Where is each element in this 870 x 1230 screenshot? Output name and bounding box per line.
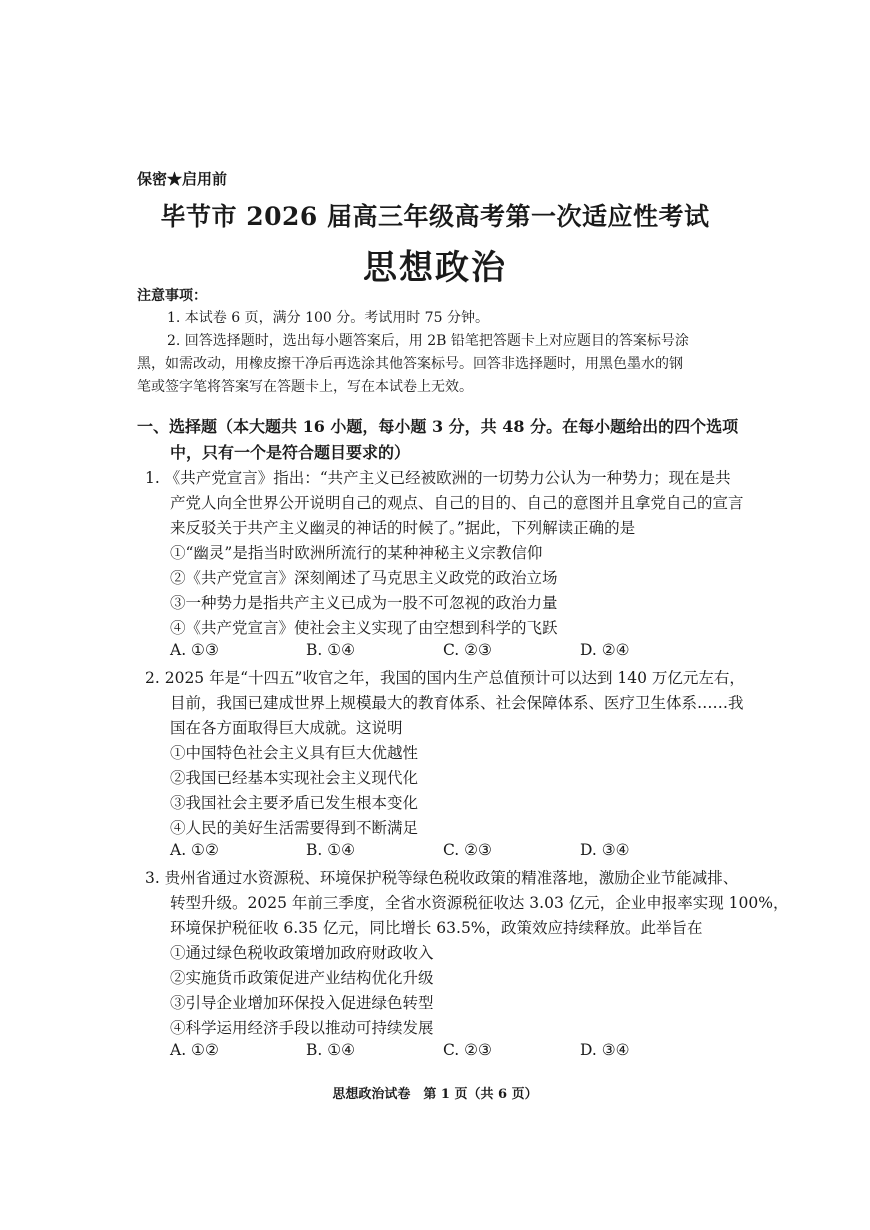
question-2-choice-c: C. ②③ (443, 841, 492, 859)
notice-line: 2. 回答选择题时，选出每小题答案后，用 2B 铅笔把答题卡上对应题目的答案标号涂 (167, 333, 689, 349)
question-1-choice-d: D. ②④ (580, 641, 630, 659)
question-3-option: ①通过绿色税收政策增加政府财政收入 (170, 944, 434, 962)
question-1-choice-c: C. ②③ (443, 641, 492, 659)
question-2-option: ④人民的美好生活需要得到不断满足 (170, 819, 419, 837)
notice-line: 笔或签字笔将答案写在答题卡上，写在本试卷上无效。 (137, 379, 473, 395)
confidential-label: 保密★启用前 (137, 170, 228, 188)
question-2-option: ③我国社会主要矛盾已发生根本变化 (170, 794, 419, 812)
notice-line: 1. 本试卷 6 页，满分 100 分。考试用时 75 分钟。 (167, 310, 489, 326)
question-3-choice-d: D. ③④ (580, 1041, 630, 1059)
section-heading-cont: 中，只有一个是符合题目要求的） (170, 443, 411, 462)
question-2-stem: 国在各方面取得巨大成就。这说明 (170, 719, 403, 737)
question-2-stem: 2. 2025 年是“十四五”收官之年，我国的国内生产总值预计可以达到 140 万亿元左右， (145, 669, 745, 687)
question-3-option: ③引导企业增加环保投入促进绿色转型 (170, 994, 434, 1012)
question-2-option: ②我国已经基本实现社会主义现代化 (170, 769, 419, 787)
question-3-stem: 转型升级。2025 年前三季度，全省水资源税征收达 3.03 亿元，企业申报率实现 100%， (170, 894, 789, 912)
question-3-choice-c: C. ②③ (443, 1041, 492, 1059)
question-3-choice-b: B. ①④ (306, 1041, 356, 1059)
question-2-choice-a: A. ①② (170, 841, 219, 859)
subject-title: 思想政治 (363, 248, 507, 288)
question-3-stem: 3. 贵州省通过水资源税、环境保护税等绿色税收政策的精准落地，激励企业节能减排、 (145, 869, 739, 887)
question-2-stem: 目前，我国已建成世界上规模最大的教育体系、社会保障体系、医疗卫生体系……我 (170, 694, 744, 712)
question-1-option: ④《共产党宣言》使社会主义实现了由空想到科学的飞跃 (170, 619, 558, 637)
question-2-choice-b: B. ①④ (306, 841, 356, 859)
question-3-choice-a: A. ①② (170, 1041, 219, 1059)
exam-title: 毕节市 2026 届高三年级高考第一次适应性考试 (160, 202, 710, 231)
question-1-option: ③一种势力是指共产主义已成为一股不可忽视的政治力量 (170, 594, 558, 612)
question-1-stem: 1. 《共产党宣言》指出：“共产主义已经被欧洲的一切势力公认为一种势力；现在是共 (145, 469, 731, 487)
section-heading: 一、选择题（本大题共 16 小题，每小题 3 分，共 48 分。在每小题给出的四个选项 (137, 417, 739, 436)
question-2-choice-d: D. ③④ (580, 841, 630, 859)
question-3-stem: 环境保护税征收 6.35 亿元，同比增长 63.5%，政策效应持续释放。此举旨在 (170, 919, 703, 937)
question-3-option: ②实施货币政策促进产业结构优化升级 (170, 969, 434, 987)
question-1-option: ①“幽灵”是指当时欧洲所流行的某种神秘主义宗教信仰 (170, 544, 543, 562)
question-1-choice-b: B. ①④ (306, 641, 356, 659)
question-1-stem: 产党人向全世界公开说明自己的观点、自己的目的、自己的意图并且拿党自己的宣言 (170, 494, 744, 512)
question-2-option: ①中国特色社会主义具有巨大优越性 (170, 744, 419, 762)
question-1-stem: 来反驳关于共产主义幽灵的神话的时候了。”据此，下列解读正确的是 (170, 519, 636, 537)
question-3-option: ④科学运用经济手段以推动可持续发展 (170, 1019, 434, 1037)
notice-heading: 注意事项： (137, 288, 207, 304)
page-footer: 思想政治试卷 第 1 页（共 6 页） (332, 1087, 538, 1102)
question-1-choice-a: A. ①③ (170, 641, 219, 659)
notice-line: 黑，如需改动，用橡皮擦干净后再选涂其他答案标号。回答非选择题时，用黑色墨水的钢 (137, 356, 683, 372)
question-1-option: ②《共产党宣言》深刻阐述了马克思主义政党的政治立场 (170, 569, 558, 587)
